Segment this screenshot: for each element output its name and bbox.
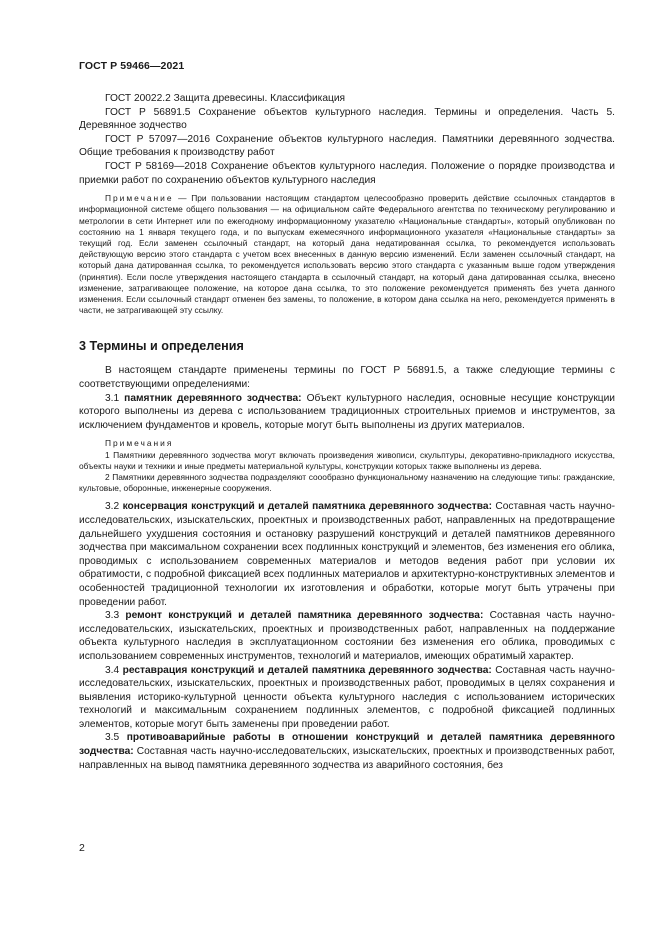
term-3-2 bbox=[79, 500, 615, 609]
note-label: Примечание bbox=[105, 193, 174, 204]
note-text: — При пользовании настоящим стандартом целесообразно проверить действие ссылочных стандартов в информационной системе общего пользования — на официальном сайте Федерального агентства по техническому регулированию и метрологии в сети Интернет или по ежегодному информационному указателю «Национальные стандарты», который опубликован по состоянию на 1 января текущего года, и по выпускам ежемесячного информационного указателя «Национальные стандарты» за текущий год. Если заменен ссылочный стандарт, на который дана недатированная ссылка, то рекомендуется использовать действующую версию этого стандарта с учетом всех внесенных в данную версию изменений. Если заменен ссылочный стандарт, на который дана датированная ссылка, то рекомендуется использовать версию этого стандарта с указанным выше годом утверждения (принятия). Если после утверждения настоящего стандарта в ссылочный стандарт, на который дана датированная ссылка, внесено изменение, затрагивающее положение, на которое дана ссылка, то это положение рекомендуется применять без учета данного изменения. Если ссылочный стандарт отменен без замены, то положение, в котором дана ссылка на него, рекомендуется применять в части, не затрагивающей эту ссылку. bbox=[79, 193, 615, 316]
document-code-header: ГОСТ Р 59466—2021 bbox=[79, 60, 185, 72]
term-definition: Составная часть научно-исследовательских, изыскательских, проектных и производственных работ, направленных на вывод памятника деревянного зодчества из аварийного состояния, без bbox=[79, 746, 615, 771]
page-number: 2 bbox=[79, 842, 85, 854]
term-number: 3.3 bbox=[105, 610, 126, 622]
term-number: 3.4 bbox=[105, 664, 123, 676]
reference-item: ГОСТ Р 57097—2016 Сохранение объектов культурного наследия. Памятники деревянного зодчества. Общие требования к производству работ bbox=[79, 133, 615, 159]
section-intro: В настоящем стандарте применены термины по ГОСТ Р 56891.5, а также следующие термины с соответствующими определениями: bbox=[79, 365, 615, 390]
term-definition: Объект культурного наследия, основные несущие конструкции которого выполнены из дерева с использованием традиционных строительных приемов и инструментов, за исключением фундаментов и кровель, которые могут быть выполнены из других материалов. bbox=[79, 392, 616, 431]
term-name: реставрация конструкций и деталей памятника деревянного зодчества: bbox=[122, 664, 492, 676]
reference-item: ГОСТ 20022.2 Защита древесины. Классификация bbox=[105, 93, 346, 104]
term-definition: Составная часть научно-исследовательских, изыскательских, проектных и производственных работ, проводимых в целях сохранения и выявления историко-культурной ценности объекта культурного наследия с использованием исторических технологий и максимальным сохранением подлинных элементов, с подробной фиксацией подлинных элементов, которые могут быть заменены при проведении работ. bbox=[79, 664, 615, 730]
term-3-5 bbox=[79, 731, 615, 772]
reference-item: ГОСТ Р 56891.5 Сохранение объектов культурного наследия. Термины и определения. Часть 5. Деревянное зодчество bbox=[79, 106, 615, 132]
section-title: 3 Термины и определения bbox=[79, 339, 244, 354]
reference-note bbox=[79, 193, 615, 316]
term-3-3 bbox=[79, 609, 615, 663]
term-name: памятник деревянного зодчества: bbox=[124, 392, 302, 404]
page-content bbox=[79, 92, 615, 772]
notes-label: Примечания bbox=[105, 438, 174, 449]
reference-item: ГОСТ Р 58169—2018 Сохранение объектов культурного наследия. Положение о порядке производства и приемки работ по сохранению объектов культурного наследия bbox=[79, 160, 615, 186]
term-name: противоаварийные работы в отношении конструкций и деталей памятника деревянного зодчества: bbox=[79, 732, 615, 758]
term-number: 3.1 bbox=[105, 392, 125, 404]
term-note: 2 Памятники деревянного зодчества подразделяют соообразно функциональному назначению на следующие типы: гражданские, культовые, оборонные, инженерные сооружения. bbox=[79, 471, 615, 494]
term-number: 3.5 bbox=[105, 732, 127, 744]
term-3-4 bbox=[79, 664, 615, 732]
term-note: 1 Памятники деревянного зодчества могут включать произведения живописи, скульптуры, декоративно-прикладного искусства, объекты науки и техники и иные предметы материальной культуры, конструкции которых также выполнены из дерева. bbox=[79, 449, 615, 471]
term-name: ремонт конструкций и деталей памятника деревянного зодчества: bbox=[125, 610, 484, 622]
term-definition: Составная часть научно-исследовательских, изыскательских, проектных и производственных работ, направленных на предотвращение дальнейшего ухудшения состояния и остановку разрушений конструкций и деталей памятников деревянного зодчества при максимальном сохранении всех подлинных конструкций и элементов, без изменения его облика, проводимых с использованием современных материалов и методов ведения работ при условии их обратимости, с подробной фиксацией всех подлинных материалов и архитектурно-конструктивных элементов и особенностей традиционной технологии их изготовления и обработки, которые могут быть утрачены при проведении работ. bbox=[79, 501, 615, 608]
term-3-1 bbox=[79, 392, 615, 433]
term-definition: Составная часть научно-исследовательских, изыскательских, проектных и производственных работ, направленных на поддержание объекта культурного наследия в эксплуатационном состоянии без изменения его облика, проводимых с использованием современных инструментов, технологий и материалов, имеющих обратимый характер. bbox=[79, 610, 615, 662]
term-number: 3.2 bbox=[105, 501, 123, 513]
term-name: консервация конструкций и деталей памятника деревянного зодчества: bbox=[122, 501, 492, 513]
